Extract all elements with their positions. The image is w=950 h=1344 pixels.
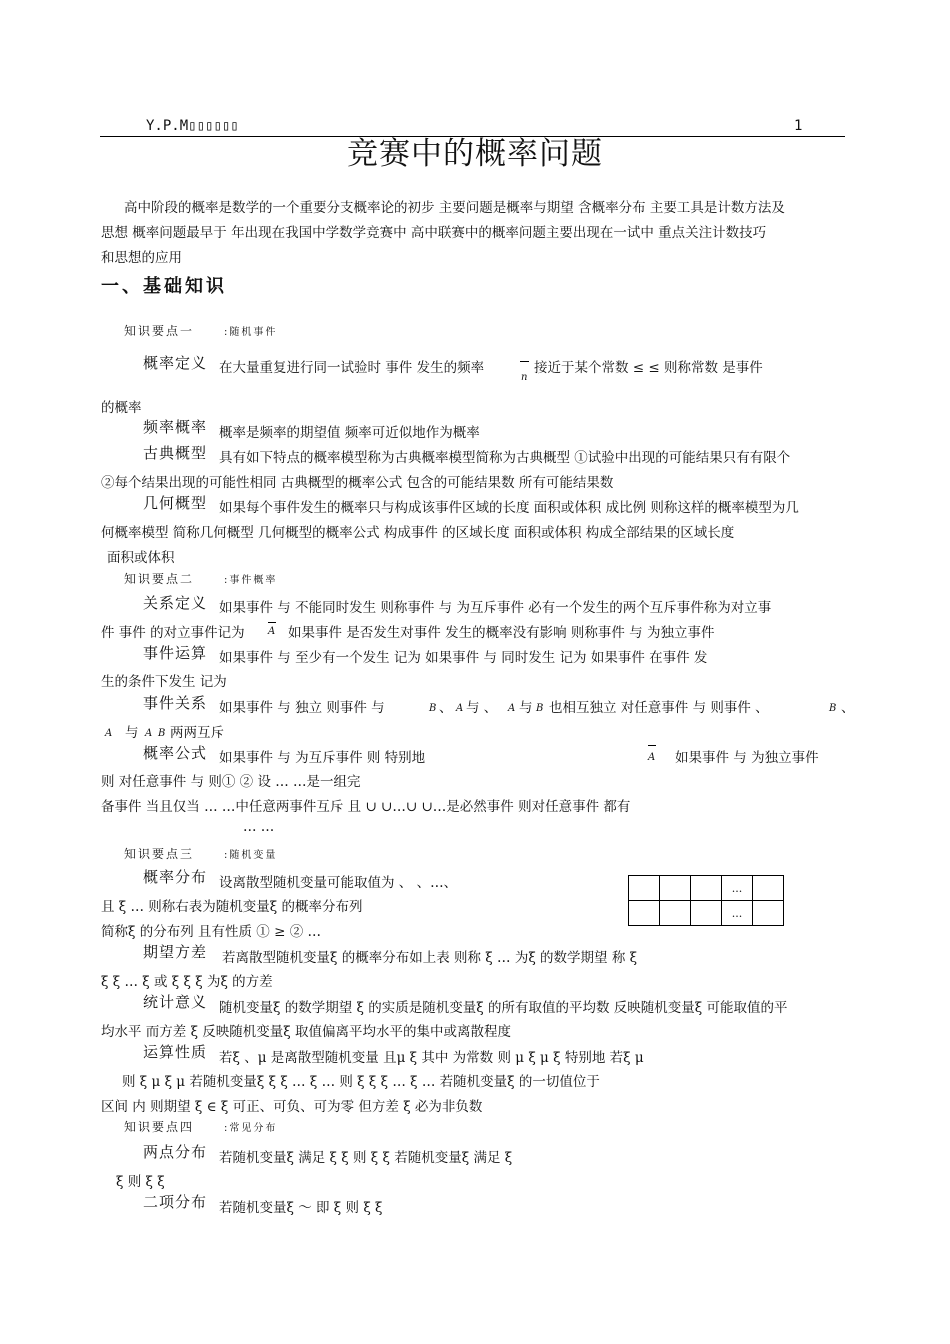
text-line: 面积或体积	[107, 550, 175, 566]
topic-label: 事件关系	[143, 694, 208, 712]
table-cell	[629, 876, 660, 901]
table-cell: ...	[722, 901, 753, 926]
topic-label: 统计意义	[143, 993, 208, 1011]
topic-label: 频率概率	[143, 418, 208, 436]
subheading-title: 知识要点一	[124, 324, 195, 338]
text-line: 则 ξ μ ξ μ 若随机变量ξ ξ ξ … ξ … 则 ξ ξ ξ … ξ … 若随机变量ξ 的一切值位于	[122, 1074, 600, 1090]
text-line: 简称ξ 的分布列 且有性质 ① ≥ ② …	[101, 924, 321, 940]
section-title: 一、基础知识	[101, 276, 227, 297]
text-line: 如果事件 是否发生对事件 发生的概率没有影响 则称事件 与 为独立事件	[288, 625, 715, 641]
subheading-suffix: :事件概率	[224, 575, 278, 586]
table-row	[629, 876, 784, 901]
table-row	[629, 901, 784, 926]
text-line: ξ ξ … ξ 或 ξ ξ ξ 为ξ 的方差	[101, 974, 273, 990]
topic-label: 古典概型	[143, 444, 208, 462]
text-line: 如果事件 与 至少有一个发生 记为 如果事件 与 同时发生 记为 如果事件 在事件 发	[219, 650, 708, 666]
complement-bar-a-2	[648, 745, 656, 746]
text-line: 如果事件 与 为独立事件	[675, 750, 819, 766]
text-line: 概率是频率的期望值 频率可近似地作为概率	[219, 425, 480, 441]
text-line: 若离散型随机变量ξ 的概率分布如上表 则称 ξ … 为ξ 的数学期望 称 ξ	[222, 950, 638, 966]
table-cell: ...	[722, 876, 753, 901]
text-line: n	[521, 372, 528, 383]
table-cell	[660, 901, 691, 926]
table-cell	[629, 901, 660, 926]
text-line: 如果每个事件发生的概率只与构成该事件区域的长度 面积或体积 成比例 则称这样的概率模型为几	[219, 500, 799, 516]
text-line: A	[145, 728, 153, 739]
subheading-title: 知识要点三	[124, 847, 195, 861]
text-line: 设离散型随机变量可能取值为 、 、…、	[219, 875, 458, 891]
text-line: 、	[439, 700, 453, 716]
text-line: A	[508, 703, 516, 714]
text-line: B	[158, 728, 166, 739]
text-line: 如果事件 与 为互斥事件 则 特别地	[219, 750, 426, 766]
complement-bar-a	[268, 622, 276, 623]
text-line: 若随机变量ξ 满足 ξ ξ 则 ξ ξ 若随机变量ξ 满足 ξ	[219, 1150, 513, 1166]
header-garbled-glyphs: ▯▯▯▯▯▯	[188, 118, 239, 134]
text-line: 两两互斥	[170, 725, 224, 741]
text-line: 若ξ 、μ 是离散型随机变量 且μ ξ 其中 为常数 则 μ ξ μ ξ 特别地 若ξ μ	[219, 1050, 644, 1066]
text-line: 备事件 当且仅当 … …中任意两事件互斥 且 ∪ ∪…∪ ∪…是必然事件 则对任意事件 都有	[101, 799, 631, 815]
subheading	[124, 322, 277, 339]
page-number: 1	[794, 118, 803, 134]
topic-label: 关系定义	[143, 594, 208, 612]
page-title: 竞赛中的概率问题	[347, 136, 603, 172]
text-line: A	[268, 626, 276, 637]
topic-label: 概率定义	[143, 354, 208, 372]
text-line: A	[105, 728, 113, 739]
text-line: 与	[519, 700, 533, 716]
table-cell	[753, 901, 784, 926]
table-cell	[753, 876, 784, 901]
text-line: 在大量重复进行同一试验时 事件 发生的频率	[219, 360, 485, 376]
text-line: 生的条件下发生 记为	[101, 674, 227, 690]
topic-label: 运算性质	[143, 1043, 208, 1061]
subheading-suffix: :随机事件	[224, 327, 278, 338]
text-line: 的概率	[101, 400, 142, 416]
text-line: ②每个结果出现的可能性相同 古典概型的概率公式 包含的可能结果数 所有可能结果数	[101, 475, 614, 491]
text-line: 则 对任意事件 与 则① ② 设 … …是一组完	[101, 774, 361, 790]
topic-label: 二项分布	[143, 1193, 208, 1211]
subheading	[124, 570, 277, 587]
text-line: 与 、	[466, 700, 498, 716]
subheading-title: 知识要点四	[124, 1120, 195, 1134]
text-line: 、	[841, 700, 855, 716]
text-line: 如果事件 与 不能同时发生 则称事件 与 为互斥事件 必有一个发生的两个互斥事件称为对立事	[219, 600, 772, 616]
text-line: 具有如下特点的概率模型称为古典概率模型简称为古典概型 ①试验中出现的可能结果只有有限个	[219, 450, 791, 466]
text-line: 均水平 而方差 ξ 反映随机变量ξ 取值偏离平均水平的集中或离散程度	[101, 1024, 512, 1040]
text-line: 区间 内 则期望 ξ ∈ ξ 可正、可负、可为零 但方差 ξ 必为非负数	[101, 1099, 483, 1115]
text-line: 件 事件 的对立事件记为	[101, 625, 245, 641]
text-line: ξ 则 ξ ξ	[116, 1174, 165, 1190]
table-cell	[691, 876, 722, 901]
topic-label: 期望方差	[143, 943, 208, 961]
text-line: 与	[125, 725, 139, 741]
text-line: 若随机变量ξ ～ 即 ξ 则 ξ ξ	[219, 1200, 383, 1216]
intro-line-2: 思想 概率问题最早于 年出现在我国中学数学竞赛中 高中联赛中的概率问题主要出现在一试中 重点关注计数技巧	[101, 225, 767, 241]
distribution-table	[628, 875, 784, 926]
text-line: 如果事件 与 独立 则事件 与	[219, 700, 385, 716]
text-line: 何概率模型 简称几何概型 几何概型的概率公式 构成事件 的区域长度 面积或体积 构成全部结果的区域长度	[101, 525, 735, 541]
header-initials: Y.P.M	[146, 118, 189, 134]
text-line: 接近于某个常数 ≤ ≤ 则称常数 是事件	[534, 360, 763, 376]
subheading	[124, 845, 277, 862]
subheading	[124, 1118, 277, 1135]
topic-label: 概率分布	[143, 868, 208, 886]
topic-label: 几何概型	[143, 494, 208, 512]
text-line: 也相互独立 对任意事件 与 则事件 、	[549, 700, 769, 716]
text-line: B	[429, 703, 437, 714]
text-line: B	[829, 703, 837, 714]
text-line: A	[648, 752, 656, 763]
subheading-suffix: :随机变量	[224, 850, 278, 861]
fraction-bar	[520, 361, 529, 362]
text-line: 且 ξ … 则称右表为随机变量ξ 的概率分布列	[101, 899, 363, 915]
text-line: B	[536, 703, 544, 714]
subheading-suffix: :常见分布	[224, 1123, 278, 1134]
subheading-title: 知识要点二	[124, 572, 195, 586]
text-line: 随机变量ξ 的数学期望 ξ 的实质是随机变量ξ 的所有取值的平均数 反映随机变量ξ 可能取值的平	[219, 1000, 788, 1016]
topic-label: 事件运算	[143, 644, 208, 662]
table-cell	[691, 901, 722, 926]
table-cell	[660, 876, 691, 901]
topic-label: 两点分布	[143, 1143, 208, 1161]
text-line: … …	[243, 819, 275, 835]
intro-line-3: 和思想的应用	[101, 250, 182, 266]
topic-label: 概率公式	[143, 744, 208, 762]
text-line: A	[456, 703, 464, 714]
intro-line-1: 高中阶段的概率是数学的一个重要分支概率论的初步 主要问题是概率与期望 含概率分布 主要工具是计数方法及	[124, 200, 785, 216]
